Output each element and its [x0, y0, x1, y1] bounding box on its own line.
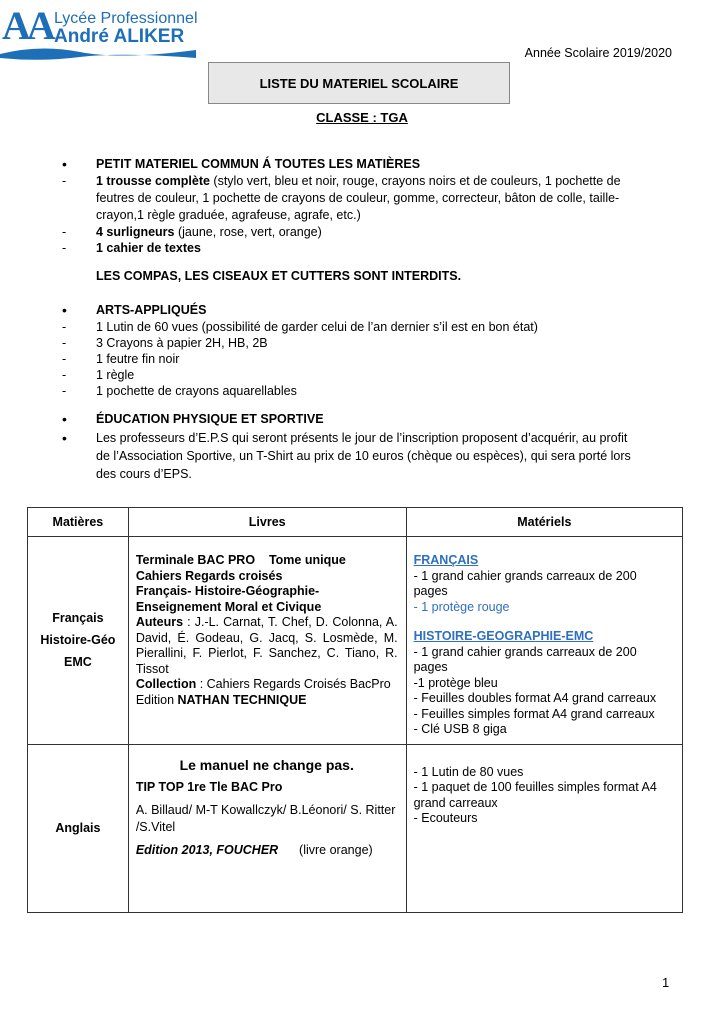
authors-text: : J.-L. Carnat, T. Chef, D. Colonna, A. David, É. Godeau, G. Jacq, S. Losmède, M. Pierallini, F. Pierlot, F. Sanchez, C. Tiano, R. Tissot	[135, 615, 398, 676]
surligneurs-text: (jaune, rose, vert, orange)	[174, 225, 322, 239]
list-item: - 1 grand cahier grands carreaux de 200 pages	[413, 568, 637, 598]
common-heading: PETIT MATERIEL COMMUN Á TOUTES LES MATIÈRES	[96, 157, 421, 171]
book-subtitle-2: Enseignement Moral et Civique	[135, 599, 322, 614]
collection-label: Collection	[135, 677, 197, 691]
header-livres: Livres	[128, 508, 406, 537]
list-item: - Feuilles simples format A4 grand carreaux	[413, 706, 655, 721]
edition-publisher: NATHAN TECHNIQUE	[177, 692, 307, 707]
logo-initials: AA	[2, 3, 52, 48]
materials-cell	[406, 537, 682, 745]
arts-item: 3 Crayons à papier 2H, HB, 2B	[96, 336, 268, 350]
page-title: LISTE DU MATERIEL SCOLAIRE	[208, 62, 510, 104]
manual-note: Le manuel ne change pas.	[179, 756, 354, 773]
francais-title: FRANÇAIS	[413, 553, 479, 567]
trousse-label: 1 trousse complète	[96, 174, 210, 188]
header-materiels: Matériels	[406, 508, 682, 537]
eps-text-2: de l’Association Sportive, un T-Shirt au prix de 10 euros (chèque ou espèces), qui sera porté lors	[96, 449, 631, 463]
subject-cell	[28, 744, 129, 912]
book-level: Terminale BAC PRO Tome unique	[135, 553, 346, 567]
arts-item: 1 Lutin de 60 vues (possibilité de garder celui de l’an dernier s’il est en bon état)	[96, 320, 538, 334]
materials-table	[27, 507, 683, 913]
bullet-icon: •	[62, 430, 67, 446]
trousse-text-2: feutres de couleur, 1 pochette de crayons de couleur, gomme, correcteur, bâton de colle, taille-	[96, 191, 620, 205]
school-year: Année Scolaire 2019/2020	[524, 46, 672, 60]
eps-text-1: Les professeurs d’E.P.S qui seront présents le jour de l’inscription proposent d’acquérir, au profit	[96, 431, 628, 445]
page-number: 1	[662, 975, 670, 990]
header-matieres: Matières	[28, 508, 129, 537]
surligneurs-label: 4 surligneurs	[96, 225, 175, 239]
book-authors: A. Billaud/ M-T Kowallczyk/ B.Léonori/ S. Ritter /S.Vitel	[135, 802, 396, 834]
eps-heading: ÉDUCATION PHYSIQUE ET SPORTIVE	[96, 412, 324, 426]
cahier-textes: 1 cahier de textes	[96, 241, 201, 255]
authors-label: Auteurs	[135, 615, 184, 629]
logo-line1: Lycée Professionnel	[54, 10, 198, 27]
book-subtitle-1: Français- Histoire-Géographie-	[135, 584, 320, 598]
list-item: - Feuilles doubles format A4 grand carreaux	[413, 691, 657, 705]
subject-anglais: Anglais	[55, 821, 101, 835]
trousse-text-3: crayon,1 règle graduée, agrafeuse, agrafe, etc.)	[96, 208, 361, 222]
class-label: CLASSE : TGA	[316, 110, 408, 125]
list-item: - Ecouteurs	[413, 811, 478, 825]
arts-item: 1 pochette de crayons aquarellables	[96, 384, 297, 398]
books-cell	[128, 744, 406, 912]
subject-emc: EMC	[64, 655, 92, 670]
bullet-icon: •	[62, 156, 67, 172]
edition-label: Edition	[135, 692, 178, 707]
interdits-warning: LES COMPAS, LES CISEAUX ET CUTTERS SONT INTERDITS.	[96, 269, 462, 283]
list-item: -1 protège bleu	[413, 675, 498, 690]
eps-text-3: des cours d’EPS.	[96, 467, 192, 481]
table-header-row	[28, 508, 683, 537]
list-item: - Clé USB 8 giga	[413, 722, 507, 736]
book-title: TIP TOP 1re Tle BAC Pro	[135, 779, 283, 794]
collection-text: : Cahiers Regards Croisés BacPro	[196, 677, 391, 691]
subject-histoire-geo: Histoire-Géo	[40, 633, 116, 648]
books-cell	[128, 537, 406, 745]
list-item: - 1 protège rouge	[413, 599, 510, 614]
materials-cell	[406, 744, 682, 912]
arts-heading: ARTS-APPLIQUÉS	[96, 303, 207, 317]
arts-item: 1 règle	[96, 368, 135, 382]
edition-label: Edition 2013, FOUCHER	[135, 842, 279, 857]
list-item: - 1 grand cahier grands carreaux de 200 pages	[413, 644, 637, 674]
table-row	[28, 744, 683, 912]
list-item: - 1 paquet de 100 feuilles simples format A4 grand carreaux	[413, 780, 657, 810]
bullet-icon: •	[62, 302, 67, 318]
bullet-icon: •	[62, 411, 67, 427]
trousse-text: (stylo vert, bleu et noir, rouge, crayons noirs et de couleurs, 1 pochette de	[209, 174, 621, 188]
logo-wave-icon	[0, 46, 200, 60]
logo-line2: André ALIKER	[54, 26, 185, 47]
list-item: - 1 Lutin de 80 vues	[413, 764, 524, 779]
table-row	[28, 537, 683, 745]
arts-item: 1 feutre fin noir	[96, 352, 180, 366]
hg-title: HISTOIRE-GEOGRAPHIE-EMC	[413, 629, 594, 643]
book-title: Cahiers Regards croisés	[135, 568, 283, 583]
school-logo	[0, 0, 200, 62]
subject-francais: Français	[52, 611, 104, 626]
edition-note: (livre orange)	[278, 842, 373, 857]
subject-cell	[28, 537, 129, 745]
